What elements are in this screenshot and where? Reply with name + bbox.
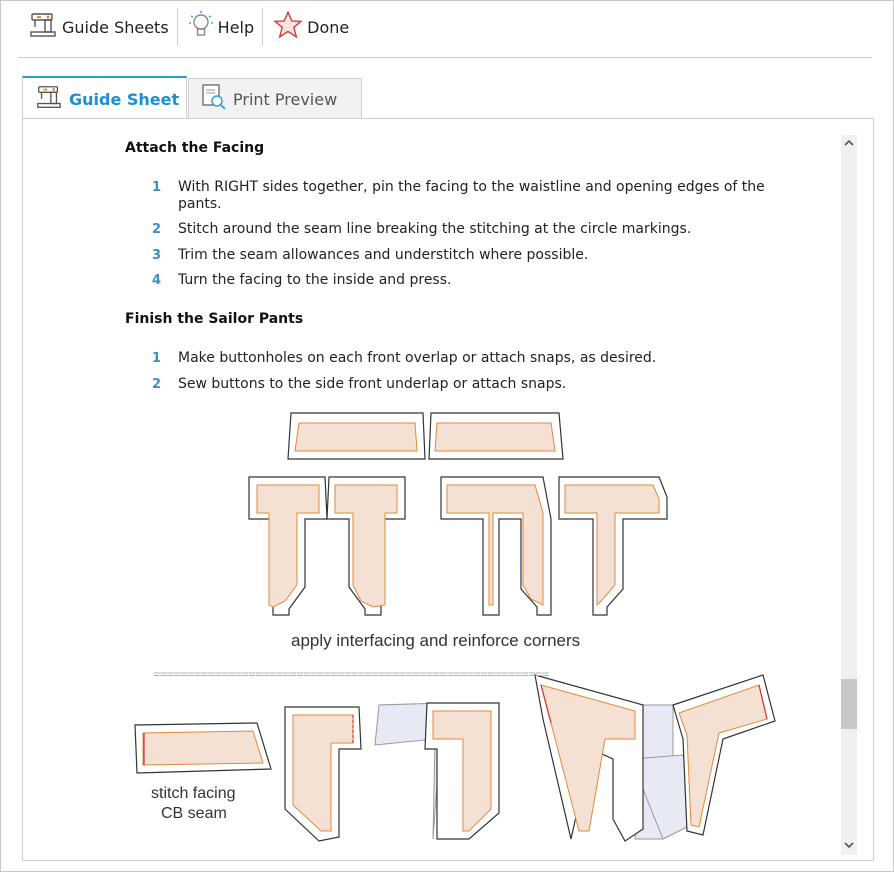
- tab-guide-sheet-label: Guide Sheet: [69, 89, 180, 109]
- vertical-scrollbar[interactable]: [841, 135, 857, 855]
- star-icon: [273, 10, 303, 44]
- done-button[interactable]: [263, 7, 357, 47]
- waist-facing-piece: [288, 413, 425, 459]
- cb-facing-piece: [135, 723, 271, 773]
- step-text: Stitch around the seam line breaking the stitching at the circle markings.: [178, 221, 692, 237]
- front-facing-piece: [249, 477, 327, 615]
- chevron-down-icon[interactable]: [841, 837, 857, 855]
- illustration-caption: apply interfacing and reinforce corners: [291, 631, 581, 650]
- print-preview-icon: [201, 83, 227, 115]
- sewing-machine-icon: [28, 10, 58, 44]
- step-number: 2: [151, 222, 161, 237]
- front-facing-piece: [559, 477, 667, 615]
- section-heading: Attach the Facing: [125, 140, 265, 156]
- toolbar-rule: [18, 57, 872, 58]
- lightbulb-icon: [188, 10, 214, 44]
- waist-facing-piece: [429, 413, 563, 459]
- step-text: Make buttonholes on each front overlap or attach snaps, as desired.: [178, 350, 657, 366]
- illustration-divider: ==========================================================: [153, 667, 549, 681]
- guide-sheet-panel: [22, 118, 874, 861]
- assembled-pants-piece: [535, 675, 775, 841]
- help-label: Help: [217, 17, 255, 37]
- step-number: 4: [151, 273, 161, 288]
- help-button[interactable]: [178, 7, 262, 47]
- step-number: 2: [151, 377, 161, 392]
- step-text: With RIGHT sides together, pin the facing to the waistline and opening edges of the pants.: [178, 179, 765, 212]
- tab-print-preview-label: Print Preview: [233, 89, 338, 109]
- sewing-machine-icon: [35, 83, 63, 115]
- step-text: Turn the facing to the inside and press.: [178, 272, 452, 288]
- front-facing-piece: [441, 477, 551, 615]
- step-number: 3: [151, 248, 161, 263]
- toolbar: [18, 6, 357, 48]
- guide-sheets-button[interactable]: [18, 7, 177, 47]
- illustration-caption: stitch facing: [151, 785, 236, 802]
- done-label: Done: [307, 17, 350, 37]
- overlap-piece: [375, 703, 499, 839]
- step-number: 1: [151, 351, 161, 366]
- tab-print-preview[interactable]: [188, 78, 362, 119]
- guide-sheets-label: Guide Sheets: [62, 17, 169, 37]
- stitched-facing-piece: [285, 707, 361, 841]
- step-number: 1: [151, 180, 161, 195]
- tab-guide-sheet[interactable]: [22, 76, 187, 120]
- step-text: Sew buttons to the side front underlap or attach snaps.: [178, 376, 567, 392]
- step-text: Trim the seam allowances and understitch where possible.: [178, 247, 589, 263]
- section-heading: Finish the Sailor Pants: [125, 311, 304, 327]
- front-facing-piece: [327, 477, 405, 615]
- scrollbar-thumb[interactable]: [841, 679, 857, 729]
- chevron-up-icon[interactable]: [841, 135, 857, 153]
- pattern-illustration: [23, 119, 841, 860]
- guide-sheet-content: [23, 119, 841, 860]
- illustration-caption: CB seam: [161, 805, 227, 822]
